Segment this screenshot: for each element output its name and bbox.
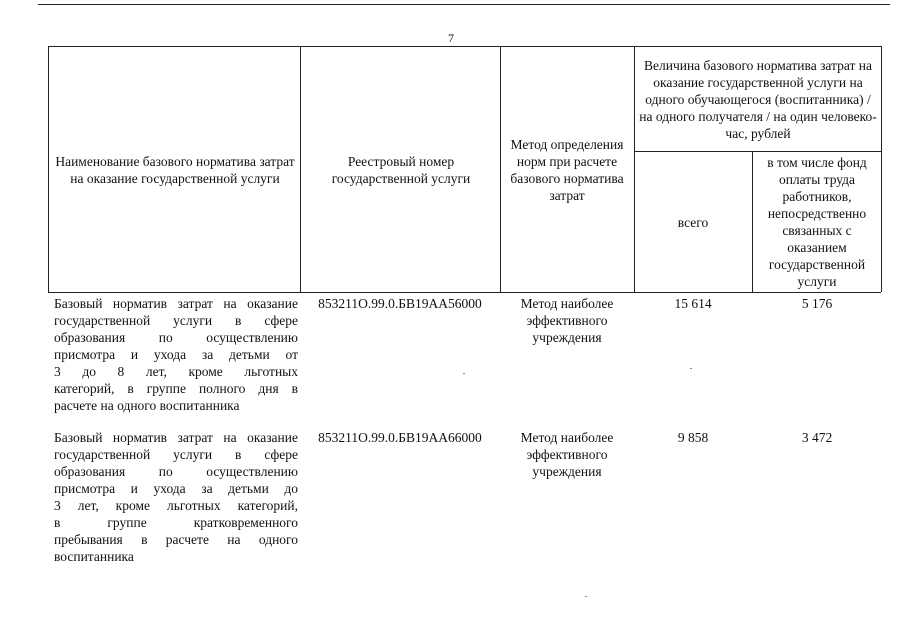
row2-name-line: присмотра и ухода за детьми до bbox=[54, 481, 298, 496]
header-total-cell bbox=[636, 152, 750, 292]
row1-method-line: Метод наиболее bbox=[520, 296, 614, 311]
row2-name-line: 3 лет, кроме льготных категорий, bbox=[54, 498, 298, 513]
row2-name-line: пребывания в расчете на одного bbox=[54, 532, 298, 547]
header-registry-cell bbox=[306, 47, 496, 292]
row1-name-line: категорий, в группе полного дня в bbox=[54, 381, 298, 396]
page-number: 7 bbox=[448, 31, 454, 45]
row1-method-line: эффективного bbox=[526, 313, 608, 328]
row2-name-line: государственной услуги в сфере bbox=[54, 447, 298, 462]
header-total-text: всего bbox=[677, 214, 709, 230]
header-method-cell bbox=[502, 47, 632, 292]
row2-name-line: в группе кратковременного bbox=[54, 515, 298, 530]
row1-name-line: 3 до 8 лет, кроме льготных bbox=[54, 364, 298, 379]
row1-method-line: учреждения bbox=[532, 330, 602, 345]
row1-name bbox=[54, 295, 298, 414]
scan-speck bbox=[585, 596, 587, 597]
header-bottom-line bbox=[48, 292, 881, 293]
header-method-text: Метод определения норм при расчете базового норматива затрат bbox=[510, 136, 624, 203]
header-border-1 bbox=[300, 46, 301, 292]
row2-incl: 3 472 bbox=[801, 430, 833, 445]
header-registry-text: Реестровый номер государственной услуги bbox=[331, 153, 471, 186]
row1-incl: 5 176 bbox=[801, 296, 833, 311]
header-incl-text: в том числе фонд оплаты труда работников, непосредственно связанных с оказанием государственной услуги bbox=[767, 155, 867, 289]
row2-method-line: Метод наиболее bbox=[520, 430, 614, 445]
header-border-left bbox=[48, 46, 49, 292]
header-name-cell bbox=[54, 47, 296, 292]
row2-method-line: эффективного bbox=[526, 447, 608, 462]
row2-name bbox=[54, 429, 298, 565]
row1-name-line: расчете на одного воспитанника bbox=[54, 398, 240, 413]
header-border-right bbox=[881, 46, 882, 292]
row2-total: 9 858 bbox=[677, 430, 709, 445]
row1-name-line: присмотра и ухода за детьми от bbox=[54, 347, 298, 362]
header-border-4 bbox=[752, 151, 753, 292]
row1-method bbox=[502, 295, 632, 346]
row2-method-line: учреждения bbox=[532, 464, 602, 479]
row2-name-line: Базовый норматив затрат на оказание bbox=[54, 430, 298, 445]
header-value-text: Величина базового норматива затрат на оказание государственной услуги на одного обучающегося (воспитанника) / на одного получателя / на один человеко-час, рублей bbox=[639, 57, 877, 141]
header-border-3 bbox=[634, 46, 635, 292]
row1-name-line: образования по осуществлению bbox=[54, 330, 298, 345]
header-name-text: Наименование базового норматива затрат на оказание государственной услуги bbox=[55, 153, 295, 186]
row1-name-line: Базовый норматив затрат на оказание bbox=[54, 296, 298, 311]
header-incl-cell bbox=[754, 152, 880, 292]
row1-registry: 853211О.99.0.БВ19АА56000 bbox=[318, 296, 482, 311]
scan-speck bbox=[463, 373, 465, 374]
row2-name-line: воспитанника bbox=[54, 549, 134, 564]
scan-speck bbox=[690, 368, 692, 369]
row2-method bbox=[502, 429, 632, 480]
row1-total: 15 614 bbox=[674, 296, 712, 311]
top-border-line bbox=[38, 4, 890, 5]
row2-name-line: образования по осуществлению bbox=[54, 464, 298, 479]
header-value-cell bbox=[637, 47, 879, 151]
row1-name-line: государственной услуги в сфере bbox=[54, 313, 298, 328]
header-border-2 bbox=[500, 46, 501, 292]
row2-registry: 853211О.99.0.БВ19АА66000 bbox=[318, 430, 482, 445]
